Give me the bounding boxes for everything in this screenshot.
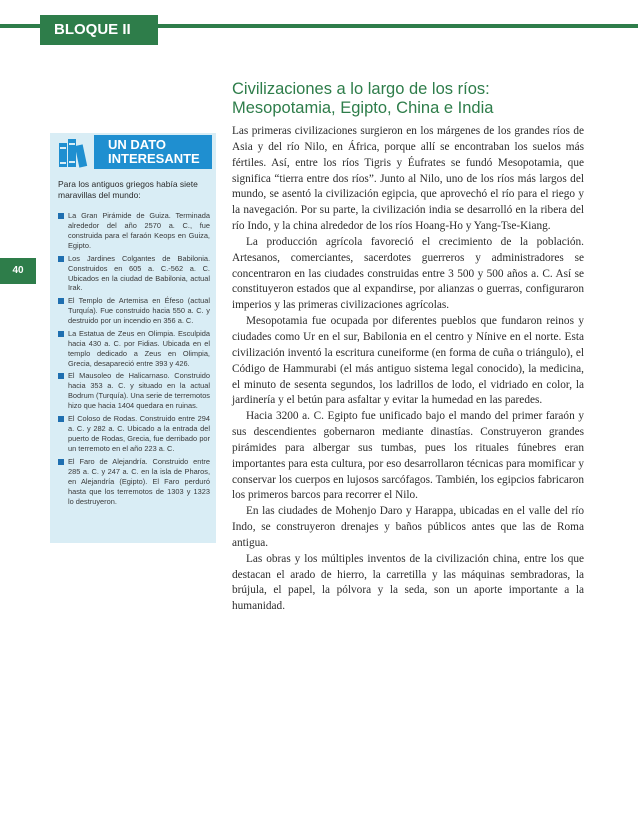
fact-box-title-line-1: UN DATO [108,137,167,152]
body-text [232,124,584,615]
page-title-line-1: Civilizaciones a lo largo de los ríos: [232,80,490,98]
wonder-text: Los Jardines Colgantes de Babilonia. Construidos en 605 a. C.-562 a. C. Ubicados en la ciudad de Babilonia, actual Irak. [68,253,210,293]
fact-box [50,133,216,543]
wonder-item-7 [58,457,210,507]
page-number: 40 [0,258,36,284]
paragraph-4: Hacia 3200 a. C. Egipto fue unificado bajo el mando del primer faraón y sus descendientes gobernaron mediante dinastías. Construyeron grandes pirámides para albergar sus tumbas, pues los rituales fúnebres eran importantes para esta cultura, por eso desarrollaron técnicas para momificar y conservar los cuerpos en lujosos sarcófagos. También, los egipcios fabricaron los primeros barcos para recorrer el Nilo. [232,410,584,502]
wonder-text: El Mausoleo de Halicarnaso. Construido hacia 353 a. C. y situado en la actual Bodrum (Turquía). Una serie de terremotos hizo que hacia 1404 quedara en ruinas. [68,371,210,411]
wonder-item-6 [58,414,210,454]
wonders-list [58,211,210,509]
bloque-label: BLOQUE II [40,15,158,45]
paragraph-6: Las obras y los múltiples inventos de la civilización china, entre los que destacan el arado de hierro, la carretilla y las máquinas sembradoras, la brújula, el papel, la pólvora y la seda, son un aporte importante a la humanidad. [232,552,584,613]
bullet-square-icon [58,459,64,465]
wonder-text: El Templo de Artemisa en Éfeso (actual Turquía). Fue construido hacia 550 a. C. y destruido por un incendio en 356 a. C. [68,296,210,326]
bullet-square-icon [58,298,64,304]
wonder-text: El Coloso de Rodas. Construido entre 294 a. C. y 282 a. C. Ubicado a la entrada del puerto de Rodas, Grecia, fue derribado por un terremoto en el año 223 a. C. [68,414,210,453]
paragraph-2: La producción agrícola favoreció el crecimiento de la población. Artesanos, comerciantes, sacerdotes guerreros y administradores se concentraron en las ciudades construidas entre 3 500 y 500 años a. C. Así se constituyeron estados que al expandirse, por alianzas o guerras, configuraron imperios y las primeras civilizaciones agrícolas. [232,235,584,312]
paragraph-1: Las primeras civilizaciones surgieron en los márgenes de los grandes ríos de Asia y del río Nilo, en África, porque allí se encontraban los suelos más fértiles. Así, entre los ríos Tigris y Éufrates se fundó Mesopotamia, que significa “tierra entre dos ríos”. Junto al Nilo, uno de los ríos más largos del mundo, se asentó la civilización egipcia, que aprovechó el río para el riego y la navegación. Por su parte, la civilización india se desarrolló en la ribera del río Indo, y la china alrededor de los ríos Hoang-Ho y Yang-Tse-Kiang. [232,125,584,233]
bullet-square-icon [58,373,64,379]
bullet-square-icon [58,416,64,422]
fact-box-title-line-2: INTERESANTE [108,151,200,166]
fact-box-title [94,135,212,169]
bullet-square-icon [58,256,64,262]
page-title [232,80,612,118]
wonder-item-3 [58,296,210,326]
wonder-text: La Estatua de Zeus en Olimpia. Esculpida hacia 430 a. C. por Fidias. Ubicada en el templo dedicado a Zeus en Olimpia, Grecia, desapareció entre 393 y 426. [68,328,210,368]
wonder-item-2 [58,254,210,294]
paragraph-3: Mesopotamia fue ocupada por diferentes pueblos que fundaron reinos y ciudades como Ur en el sur, Babilonia en el centro y Nínive en el norte. Esta civilización inventó la escritura cuneiforme (en forma de cuña o triángulo), el Código de Hammurabi (el más antiguo sistema legal conocido), la medicina, el minuto de sesenta segundos, los ladrillos de lodo, el vidriado en color, la jardinería y el betún para asfaltar y evitar la humedad en las paredes. [232,315,584,407]
paragraph-5: En las ciudades de Mohenjo Daro y Harappa, ubicadas en el valle del río Indo, se construyeron drenajes y baños públicos antes que las de Roma antigua. [232,505,584,549]
fact-box-header [50,133,216,179]
bullet-square-icon [58,213,64,219]
wonder-item-4 [58,329,210,369]
wonder-item-1 [58,211,210,251]
wonder-text: El Faro de Alejandría. Construido entre 285 a. C. y 247 a. C. en la isla de Pharos, en Alejandría (Egipto). El Faro perduró hasta que los terremotos de 1303 y 1323 lo destruyeron. [68,456,210,506]
wonder-item-5 [58,371,210,411]
fact-box-intro: Para los antiguos griegos había siete maravillas del mundo: [58,179,198,200]
page-title-line-2: Mesopotamia, Egipto, China e India [232,99,494,117]
books-icon [56,135,90,169]
bullet-square-icon [58,331,64,337]
wonder-text: La Gran Pirámide de Guiza. Terminada alrededor del año 2570 a. C., fue construida para el faraón Keops en Guiza, Egipto. [68,211,210,250]
